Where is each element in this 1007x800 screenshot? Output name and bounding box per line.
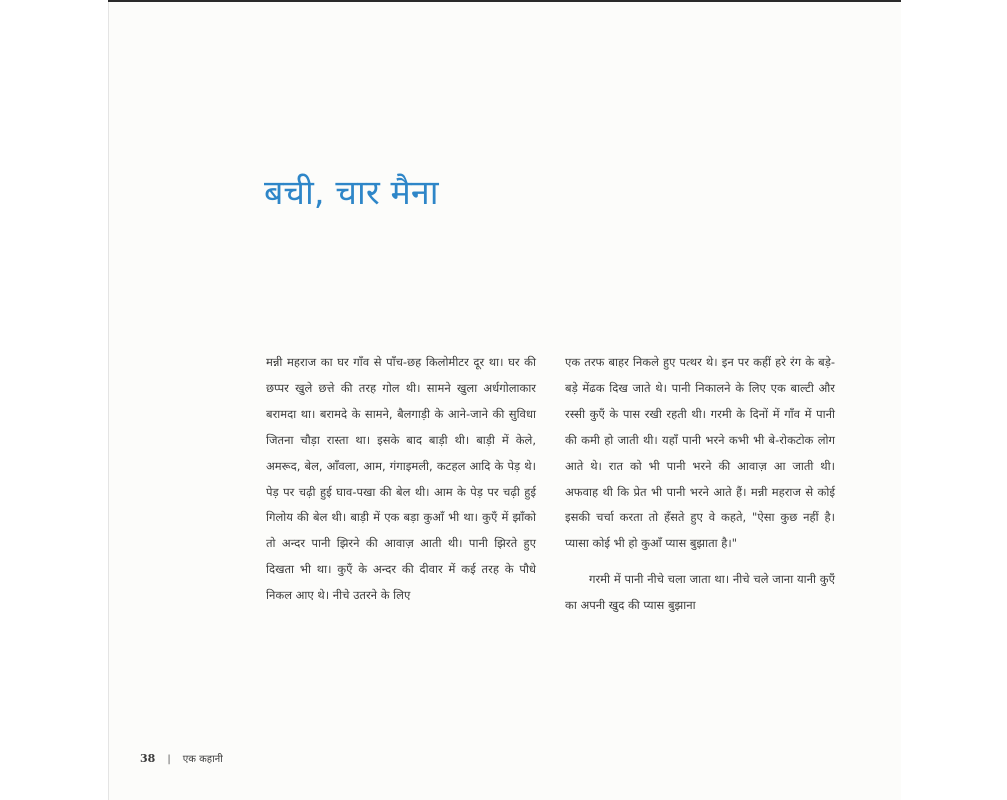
chapter-title: बची, चार मैना (264, 173, 439, 213)
left-text-column (266, 350, 536, 609)
page-number: 38 (140, 752, 156, 765)
book-title: एक कहानी (182, 754, 223, 765)
top-border (108, 0, 901, 2)
right-text-column (565, 350, 835, 619)
footer-separator: | (167, 754, 171, 765)
page-footer (140, 751, 223, 765)
paragraph: गरमी में पानी नीचे चला जाता था। नीचे चले जाना यानी कुएँ का अपनी खुद की प्यास बुझाना (565, 572, 835, 613)
paragraph: मन्नी महराज का घर गाँव से पाँच-छह किलोमीटर दूर था। घर की छप्पर खुले छत्ते की तरह गोल थी। सामने खुला अर्धगोलाकार बरामदा था। बरामदे के सामने, बैलगाड़ी के आने-जाने की सुविधा जितना चौड़ा रास्ता था। इसके बाद बाड़ी थी। बाड़ी में केले, अमरूद, बेल, आँवला, आम, गंगाइमली, कटहल आदि के पेड़ थे। पेड़ पर चढ़ी हुई घाव-पखा की बेल थी। आम के पेड़ पर चढ़ी हुई गिलोय की बेल थी। बाड़ी में एक बड़ा कुआँ भी था। कुएँ में झाँको तो अन्दर पानी झिरने की आवाज़ आती थी। पानी झिरते हुए दिखता भी था। कुएँ के अन्दर की दीवार में कई तरह के पौधे निकल आए थे। नीचे उतरने के लिए (266, 355, 536, 603)
paragraph: एक तरफ बाहर निकले हुए पत्थर थे। इन पर कहीं हरे रंग के बड़े-बड़े मेंढक दिख जाते थे। पानी निकालने के लिए एक बाल्टी और रस्सी कुएँ के पास रखी रहती थी। गरमी के दिनों में गाँव में पानी की कमी हो जाती थी। यहाँ पानी भरने कभी भी बे-रोकटोक लोग आते थे। रात को भी पानी भरने की आवाज़ आ जाती थी। अफवाह थी कि प्रेत भी पानी भरने आते हैं। मन्नी महराज से कोई इसकी चर्चा करता तो हँसते हुए वे कहते, "ऐसा कुछ नहीं है। प्यासा कोई भी हो कुआँ प्यास बुझाता है।" (565, 355, 835, 551)
